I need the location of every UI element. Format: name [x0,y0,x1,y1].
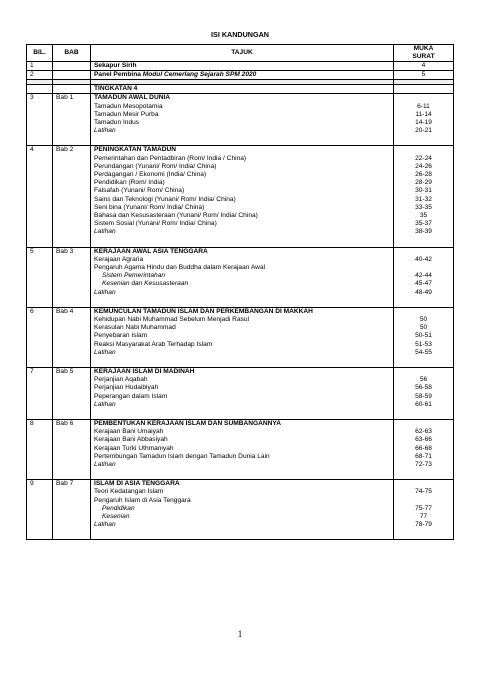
topic-page: 50-51 [415,332,432,340]
intro-tajuk: Sekapur Sirih [91,61,394,70]
chapter-gap [397,409,450,419]
latihan-item: Latihan [94,461,116,469]
intro-tajuk-italic: Modul Cemerlang Sejarah SPM 2020 [142,70,257,78]
chapter-gap [94,297,390,307]
topic-item: Kehidupan Nabi Muhammad Sebelum Menjadi Rasul [94,315,250,323]
chapter-gap [397,237,450,247]
topic-page: 63-66 [415,436,432,444]
chapter-heading: ISLAM DI ASIA TENGGARA [94,480,180,488]
intro-row [27,61,454,70]
tingkatan-bil [27,85,53,94]
chapter-row [27,307,454,367]
topic-item: Bahasa dan Kesusasteraan (Yunani/ Rom/ India/ China) [94,211,258,219]
chapter-gap [94,357,390,367]
chapter-content [91,307,394,367]
chapter-gap [94,469,390,479]
page-number: 1 [237,629,243,639]
topic-item: Pengaruh Agama Hindu dan Buddha dalam Kerajaan Awal [94,263,266,271]
topic-page: 35 [419,211,428,219]
topic-item: Falsafah (Yunani/ Rom/ China) [94,187,185,195]
topic-page: 66-68 [415,444,432,452]
header-muka-surat [394,45,454,62]
topic-item: Pengaruh Islam di Asia Tenggara [94,496,191,504]
topic-page [397,264,450,272]
chapter-gap [94,529,390,539]
chapter-bab: Bab 4 [53,307,91,367]
intro-tajuk [91,70,394,79]
header-bab: BAB [53,45,91,62]
topic-page: 20-21 [415,127,432,135]
topic-item: Seni bina (Yunani/ Rom/ India/ China) [94,203,205,211]
topic-item: Tamadun Indus [94,118,140,126]
topic-page: 51-53 [415,340,432,348]
chapter-row [27,146,454,247]
topic-item: Perundangan (Yunani/ Rom/ India/ China) [94,162,217,170]
topic-item: Reaksi Masyarakat Arab Terhadap Islam [94,340,213,348]
chapter-pages [394,420,454,480]
intro-bil: 2 [27,70,53,79]
chapters-body [27,94,454,540]
topic-item: Pendidikan (Rom/ India) [94,179,165,187]
heading-page-blank [397,368,450,376]
topic-page: 38-39 [415,228,432,236]
topic-item: Perdagangan / Ekonomi (India/ China) [94,170,207,178]
topic-item: Sistem Pemerintahan [102,272,166,280]
chapter-pages [394,368,454,420]
topic-page: 48-49 [415,288,432,296]
chapter-bil: 4 [27,146,53,247]
topic-page: 33-35 [415,203,432,211]
latihan-item: Latihan [94,400,116,408]
topic-page: 58-59 [415,392,432,400]
header-tajuk: TAJUK [91,45,394,62]
topic-item: Kerajaan Turki Uthmaniyah [94,444,174,452]
tingkatan-bab [53,85,91,94]
header-bil: BIL. [27,45,53,62]
chapter-bil: 9 [27,480,53,540]
intro-bil: 1 [27,61,53,70]
topic-page: 78-79 [415,521,432,529]
topic-page: 11-14 [415,110,432,118]
chapter-gap [397,297,450,307]
latihan-item: Latihan [94,127,116,135]
latihan-item: Latihan [94,288,116,296]
topic-item: Kerajaan Agraria [94,255,144,263]
intro-page: 4 [394,61,454,70]
chapter-bab: Bab 6 [53,420,91,480]
chapter-bab: Bab 7 [53,480,91,540]
topic-item: Perjanjian Hudaibiyah [94,384,159,392]
chapter-bil: 8 [27,420,53,480]
chapter-bab: Bab 3 [53,247,91,307]
topic-item: Tamadun Mesopotamia [94,102,163,110]
chapter-pages [394,146,454,247]
chapter-gap [397,357,450,367]
topic-page: 30-31 [415,187,432,195]
topic-page: 40-42 [415,255,432,263]
chapter-gap [397,469,450,479]
topic-page: 56-58 [415,384,432,392]
chapter-row [27,94,454,146]
tingkatan-page [394,85,454,94]
topic-page: 35-37 [415,220,432,228]
intro-tajuk-prefix: Panel Pembina [94,70,143,78]
toc-table [26,44,454,540]
latihan-item: Latihan [94,348,116,356]
topic-page: 24-26 [415,162,432,170]
topic-page [397,497,450,505]
chapter-pages [394,94,454,146]
topic-page: 50 [419,315,428,323]
chapter-heading: PEMBENTUKAN KERAJAAN ISLAM DAN SUMBANGANNYA [94,420,281,428]
header-muka-surat-text: MUKA SURAT [412,45,435,60]
topic-item: Perjanjian Aqabah [94,376,148,384]
chapter-gap [94,135,390,145]
chapter-bil: 5 [27,247,53,307]
topic-item: Pendidikan [102,504,135,512]
intro-bab [53,70,91,79]
chapter-content [91,480,394,540]
topic-item: Kesenian [102,513,130,521]
topic-item: Sistem Sosial (Yunani/ Rom/ India/ China) [94,220,217,228]
chapter-bab: Bab 5 [53,368,91,420]
topic-page: 54-55 [415,348,432,356]
topic-page: 22-24 [415,154,432,162]
chapter-row [27,247,454,307]
chapter-gap [397,529,450,539]
topic-page: 72-73 [415,461,432,469]
topic-page: 56 [419,376,428,384]
tingkatan-row [27,85,454,94]
page-title: ISI KANDUNGAN [211,30,269,39]
topic-page: 50 [419,324,428,332]
topic-page: 28-29 [415,179,432,187]
topic-item: Kerajaan Bani Abbasiyah [94,436,168,444]
chapter-row [27,368,454,420]
chapter-row [27,420,454,480]
chapter-bil: 7 [27,368,53,420]
topic-page: 60-61 [415,400,432,408]
topic-page: 14-19 [415,118,432,126]
topic-page: 31-32 [415,195,432,203]
topic-page: 42-44 [415,272,432,280]
topic-page: 6-11 [417,102,430,110]
heading-page-blank [397,420,450,428]
chapter-content [91,247,394,307]
topic-page: 45-47 [415,280,432,288]
chapter-gap [397,135,450,145]
topic-item: Pertembungan Tamadun Islam dengan Tamadun Dunia Lain [94,452,270,460]
chapter-content [91,94,394,146]
chapter-content [91,368,394,420]
topic-page: 26-28 [415,170,432,178]
chapter-pages [394,247,454,307]
topic-item: Penyebaran Islam [94,332,148,340]
topic-page: 74-75 [415,488,432,496]
chapter-heading: TAMADUN AWAL DUNIA [94,94,171,102]
topic-item: Kerajaan Bani Umaiyah [94,428,164,436]
topic-page: 75-77 [415,504,432,512]
chapter-heading: KERAJAAN AWAL ASIA TENGGARA [94,247,208,255]
topic-item: Teori Kedatangan Islam [94,488,164,496]
topic-item: Sains dan Teknologi (Yunani/ Rom/ India/ China) [94,195,236,203]
topic-item: Kesenian dan Kesusasteraan [102,280,189,288]
topic-item: Pemerintahan dan Pentadbiran (Rom/ India / China) [94,154,247,162]
chapter-content [91,146,394,247]
heading-page-blank [397,146,450,154]
intro-page: 5 [394,70,454,79]
topic-page: 62-63 [415,428,432,436]
heading-page-blank [397,248,450,256]
heading-page-blank [397,308,450,316]
latihan-item: Latihan [94,521,116,529]
topic-item: Kerasulan Nabi Muhammad [94,324,176,332]
chapter-bab: Bab 2 [53,146,91,247]
chapter-row [27,480,454,540]
chapter-heading: KERAJAAN ISLAM DI MADINAH [94,368,195,375]
chapter-pages [394,307,454,367]
chapter-heading: KEMUNCULAN TAMADUN ISLAM DAN PERKEMBANGAN DI MAKKAH [94,307,313,315]
topic-item: Tamadun Mesir Purba [94,110,159,118]
intro-bab [53,61,91,70]
chapter-gap [94,237,390,247]
topic-item: Peperangan dalam Islam [94,392,168,400]
heading-page-blank [397,480,450,488]
chapter-bil: 6 [27,307,53,367]
chapter-bab: Bab 1 [53,94,91,146]
header-row [27,45,454,62]
tingkatan-label: TINGKATAN 4 [91,85,394,94]
chapter-gap [94,409,390,419]
latihan-item: Latihan [94,228,116,236]
chapter-heading: PENINGKATAN TAMADUN [94,146,177,154]
chapter-pages [394,480,454,540]
heading-page-blank [397,94,450,102]
intro-row [27,70,454,79]
topic-page: 77 [419,513,428,521]
chapter-content [91,420,394,480]
topic-page: 68-71 [415,452,432,460]
chapter-bil: 3 [27,94,53,146]
